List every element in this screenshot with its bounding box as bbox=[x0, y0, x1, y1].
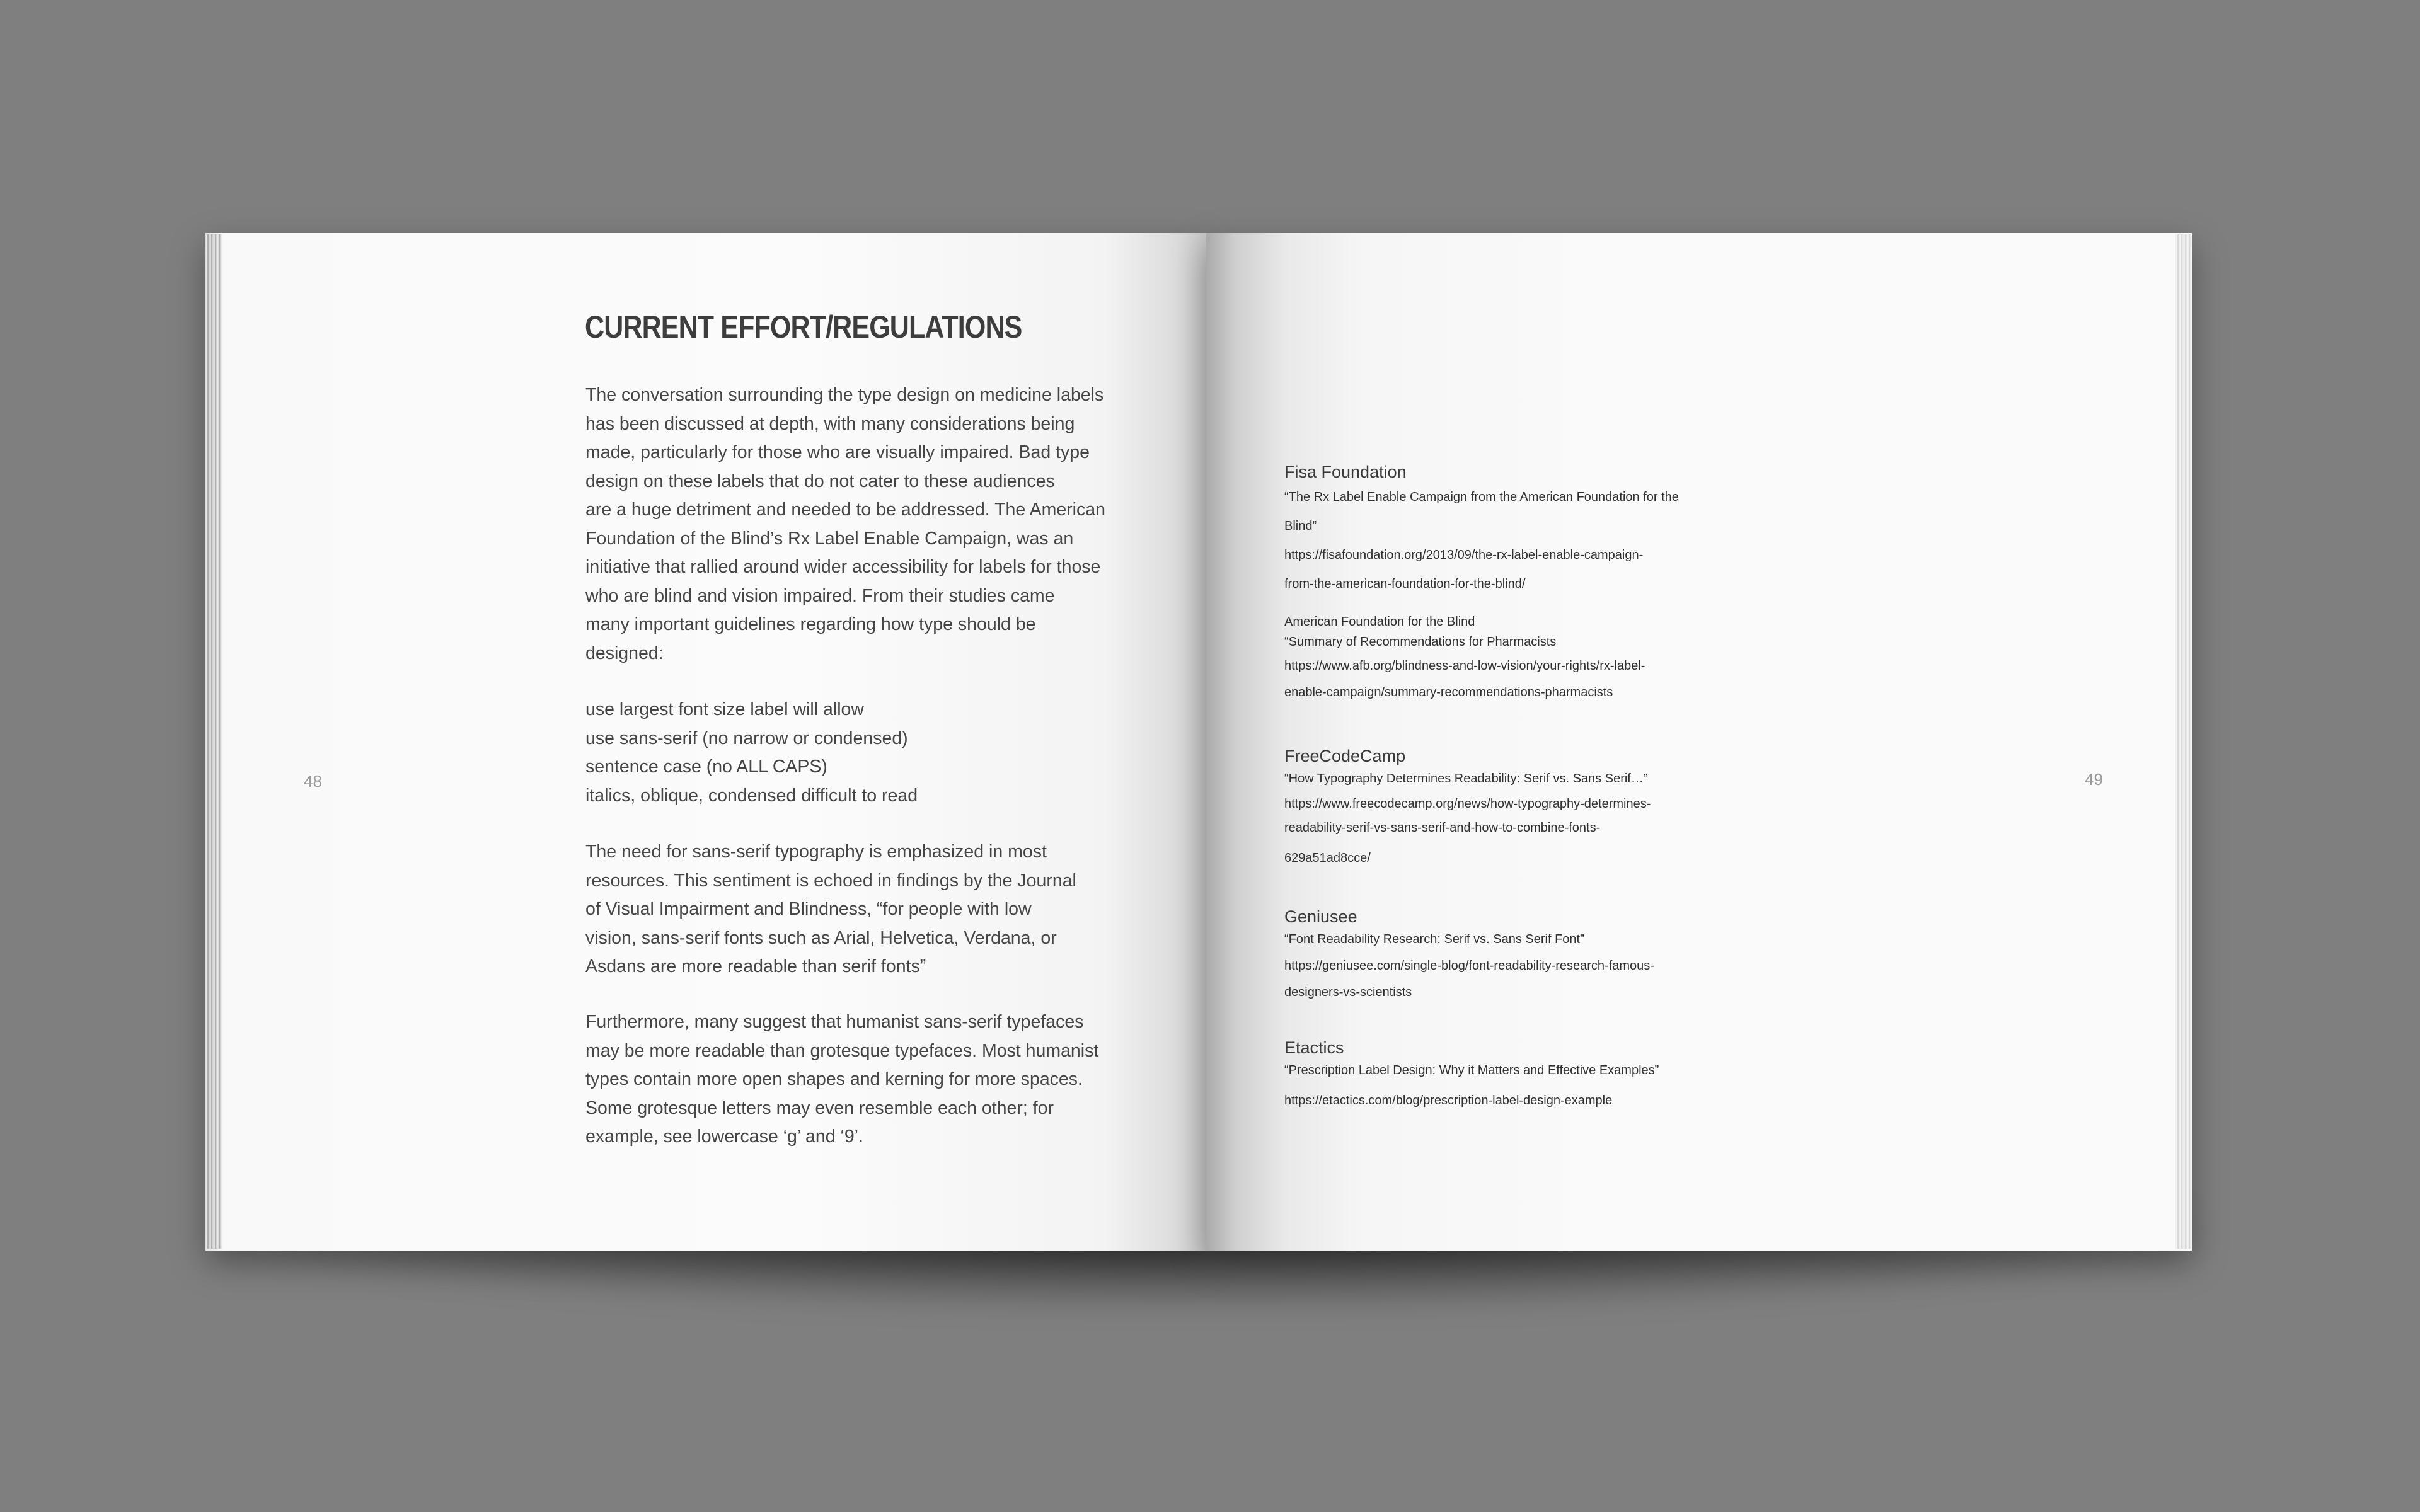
text-line: of Visual Impairment and Blindness, “for people with low bbox=[585, 899, 1032, 919]
reference-url: from-the-american-foundation-for-the-blind/ bbox=[1284, 577, 1526, 591]
reference-line: “Prescription Label Design: Why it Matters and Effective Examples” bbox=[1284, 1063, 1659, 1077]
reference-line: “Font Readability Research: Serif vs. Sans Serif Font” bbox=[1284, 932, 1584, 946]
reference-line: Blind” bbox=[1284, 519, 1317, 533]
page-number-left: 48 bbox=[304, 772, 322, 791]
intro-paragraph bbox=[585, 381, 1140, 668]
list-item: sentence case (no ALL CAPS) bbox=[585, 757, 827, 777]
reference-url: 629a51ad8cce/ bbox=[1284, 851, 1371, 865]
list-item: use largest font size label will allow bbox=[585, 699, 864, 719]
text-line: The conversation surrounding the type design on medicine labels bbox=[585, 385, 1104, 405]
list-item: use sans-serif (no narrow or condensed) bbox=[585, 728, 908, 748]
text-line: who are blind and vision impaired. From their studies came bbox=[585, 585, 1055, 606]
text-line: types contain more open shapes and kerning for more spaces. bbox=[585, 1069, 1083, 1089]
text-line: Foundation of the Blind’s Rx Label Enable Campaign, was an bbox=[585, 528, 1074, 549]
text-line: design on these labels that do not cater to these audiences bbox=[585, 471, 1055, 491]
text-line: vision, sans-serif fonts such as Arial, Helvetica, Verdana, or bbox=[585, 927, 1057, 948]
reference-line: “The Rx Label Enable Campaign from the American Foundation for the bbox=[1284, 490, 1679, 504]
text-line: made, particularly for those who are visually impaired. Bad type bbox=[585, 442, 1090, 462]
reference-line: “Summary of Recommendations for Pharmacists bbox=[1284, 635, 1557, 649]
reference-url: designers-vs-scientists bbox=[1284, 985, 1412, 999]
page-heading: CURRENT EFFORT/REGULATIONS bbox=[585, 309, 1022, 345]
reference-geniusee bbox=[1284, 903, 1852, 1005]
reference-source: Geniusee bbox=[1284, 907, 1357, 926]
text-line: may be more readable than grotesque typefaces. Most humanist bbox=[585, 1040, 1099, 1061]
text-line: example, see lowercase ‘g’ and ‘9’. bbox=[585, 1126, 863, 1147]
reference-url: https://etactics.com/blog/prescription-label-design-example bbox=[1284, 1094, 1613, 1108]
text-line: Furthermore, many suggest that humanist sans-serif typefaces bbox=[585, 1012, 1084, 1032]
right-page-edges bbox=[2175, 234, 2192, 1249]
sans-serif-paragraph bbox=[585, 838, 1140, 982]
text-line: initiative that rallied around wider accessibility for labels for those bbox=[585, 557, 1101, 577]
humanist-paragraph bbox=[585, 1008, 1140, 1152]
reference-url: enable-campaign/summary-recommendations-pharmacists bbox=[1284, 685, 1613, 699]
list-item: italics, oblique, condensed difficult to read bbox=[585, 785, 918, 806]
reference-url: readability-serif-vs-sans-serif-and-how-to-combine-fonts- bbox=[1284, 821, 1601, 835]
left-page-edges bbox=[205, 234, 222, 1249]
reference-freecodecamp bbox=[1284, 741, 1852, 873]
reference-source: FreeCodeCamp bbox=[1284, 747, 1406, 765]
reference-source: Fisa Foundation bbox=[1284, 462, 1407, 481]
text-line: The need for sans-serif typography is emphasized in most bbox=[585, 842, 1047, 862]
reference-url: https://geniusee.com/single-blog/font-readability-research-famous- bbox=[1284, 959, 1654, 973]
reference-line: “How Typography Determines Readability: Serif vs. Sans Serif…” bbox=[1284, 772, 1648, 786]
reference-source: Etactics bbox=[1284, 1038, 1344, 1057]
text-line: are a huge detriment and needed to be addressed. The American bbox=[585, 500, 1105, 520]
reference-fisa bbox=[1284, 457, 1852, 598]
text-line: designed: bbox=[585, 643, 664, 663]
text-line: has been discussed at depth, with many considerations being bbox=[585, 413, 1075, 434]
text-line: Asdans are more readable than serif fonts” bbox=[585, 956, 926, 976]
page-number-right: 49 bbox=[2085, 770, 2103, 789]
reference-url: https://fisafoundation.org/2013/09/the-rx-label-enable-campaign- bbox=[1284, 548, 1644, 562]
reference-etactics bbox=[1284, 1034, 1852, 1114]
text-line: resources. This sentiment is echoed in findings by the Journal bbox=[585, 870, 1076, 891]
text-line: Some grotesque letters may even resemble each other; for bbox=[585, 1097, 1054, 1118]
reference-url: https://www.freecodecamp.org/news/how-typography-determines- bbox=[1284, 797, 1651, 811]
reference-source: American Foundation for the Blind bbox=[1284, 615, 1475, 629]
guidelines-list bbox=[585, 696, 1140, 810]
reference-url: https://www.afb.org/blindness-and-low-vision/your-rights/rx-label- bbox=[1284, 659, 1645, 673]
reference-afb bbox=[1284, 609, 1852, 706]
text-line: many important guidelines regarding how type should be bbox=[585, 614, 1036, 634]
